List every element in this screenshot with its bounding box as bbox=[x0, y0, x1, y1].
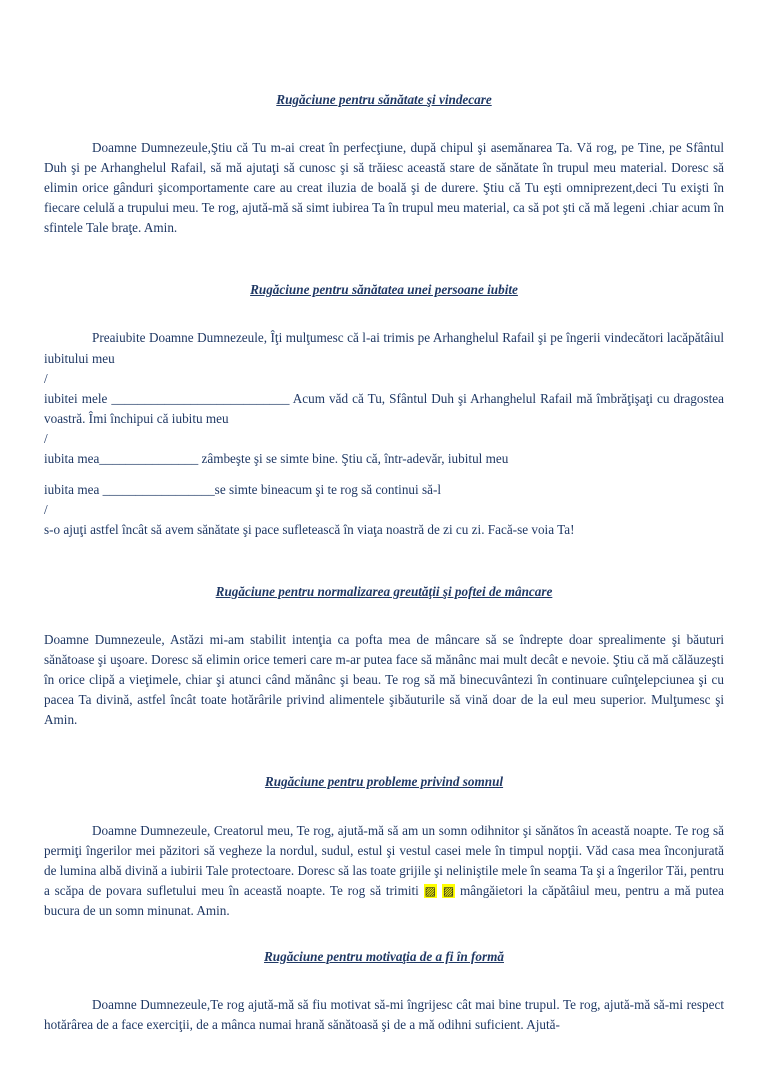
text-run: iubita mea_______________ zâmbeşte şi se simte bine. Ştiu că, într-adevăr, iubitul meu bbox=[44, 450, 509, 466]
text-run: Doamne Dumnezeule,Ştiu că Tu m-ai creat în perfecţiune, după chipul şi asemănarea Ta. Vă rog, pe Tine, pe Sfântul Duh şi pe Arhanghelul Rafail, să mă ajutaţi să cunosc şi să trăiesc această stare de sănătate în trupul meu material. Doresc să elimin orice gânduri şicomportamente care au creat iluzia de boală şi de durere. Ştiu că Tu eşti omniprezent,deci Tu exişti în fiecare celulă a trupului meu. Te rog, ajută-mă să simt iubirea Ta în trupul meu material, ca să pot şti că mă legeni .chiar acum în sfintele Tale braţe. Amin. bbox=[44, 140, 724, 236]
paragraph bbox=[44, 389, 724, 429]
section-title: Rugăciune pentru sănătatea unei persoane iubite bbox=[250, 282, 518, 298]
paragraph bbox=[44, 138, 724, 238]
paragraph bbox=[44, 995, 724, 1035]
text-run: / bbox=[44, 430, 48, 446]
section-title: Rugăciune pentru probleme privind somnul bbox=[264, 774, 504, 790]
text-run: Doamne Dumnezeule, Creatorul meu, Te rog, ajută-mă să am un somn odihnitor şi sănătos în această noapte. Te rog să permiţi îngerilor mei păzitori să vegheze la nordul, sudul, estul şi vestul casei mele în timpul nopţii. Văd casa mea înconjurată de lumina albă divină a iubirii Tale protectoare. Doresc să las toate grijile şi neliniştile mele în seama Ta şi a îngerilor Tăi, pentru a scăpa de povara sufletului meu în această noapte. Te rog să trimiti bbox=[44, 822, 724, 898]
section-title: Rugăciune pentru sănătate şi vindecare bbox=[276, 92, 492, 107]
paragraph bbox=[44, 449, 724, 469]
angel-symbol-glyph: ▨ bbox=[442, 883, 455, 898]
paragraph bbox=[44, 369, 724, 389]
text-run: Doamne Dumnezeule,Te rog ajută-mă să fiu motivat să-mi îngrijesc cât mai bine trupul. Te rog, ajută-mă să-mi respect hotărârea de a face exerciţii, de a mânca numai hrană sănătoasă şi de a mă odihni suficient. Ajută- bbox=[44, 996, 724, 1032]
text-run: Doamne Dumnezeule, Astăzi mi-am stabilit intenţia ca pofta mea de mâncare să se îndrepte doar sprealimente şi băuturi sănătoase şi uşoare. Doresc să elimin orice temeri care m-ar putea face să mănânc mai mult decât e nevoie. Ştiu că mă călăuzeşti în orice clipă a vieţimele, chiar şi atunci când mănânc şi beau. Te rog să mă binecuvântezi în continuare cuînţelepciunea şi cu pacea Ta divină, astfel încât toate hotărârile privind alimentele şibăuturile să vină doar de la eul meu superior. Mulţumesc şi Amin. bbox=[44, 632, 724, 728]
text-run: Preaiubite Doamne Dumnezeule, Îţi mulţumesc că l-ai trimis pe Arhanghelul Rafail şi pe îngerii vindecători lacăpătâiul iubitului meu bbox=[44, 330, 724, 366]
prayer-section bbox=[44, 90, 724, 238]
paragraph bbox=[44, 630, 724, 730]
prayer-section bbox=[44, 280, 724, 540]
section-title: Rugăciune pentru normalizarea greutăţii şi poftei de mâncare bbox=[215, 584, 553, 600]
paragraph bbox=[44, 328, 724, 368]
prayer-section bbox=[44, 772, 724, 920]
text-run: s-o ajuţi astfel încât să avem sănătate şi pace sufletească în viaţa noastră de zi cu zi. Facă-se voia Ta! bbox=[44, 522, 575, 537]
text-run: iubitei mele ___________________________ Acum văd că Tu, Sfântul Duh şi Arhanghelul Rafail mă îmbrăţişaţi cu dragostea voastră. Îmi închipui că iubitu meu bbox=[44, 390, 724, 426]
angel-symbol-glyph: ▨ bbox=[424, 883, 436, 898]
paragraph bbox=[44, 429, 724, 449]
paragraph bbox=[44, 821, 724, 921]
paragraph bbox=[44, 500, 724, 520]
text-run: mângăietori la căpătâiul meu, pentru a mă putea bucura de un somn minunat. Amin. bbox=[44, 882, 725, 918]
text-run: / bbox=[44, 501, 48, 517]
text-run: iubita mea _________________se simte bineacum şi te rog să continui să-l bbox=[44, 481, 442, 497]
prayer-section bbox=[44, 582, 724, 730]
section-title: Rugăciune pentru motivaţia de a fi în formă bbox=[264, 948, 504, 964]
paragraph bbox=[44, 480, 724, 500]
paragraph bbox=[44, 520, 724, 540]
text-run: / bbox=[44, 370, 48, 386]
prayer-section bbox=[44, 947, 724, 1035]
